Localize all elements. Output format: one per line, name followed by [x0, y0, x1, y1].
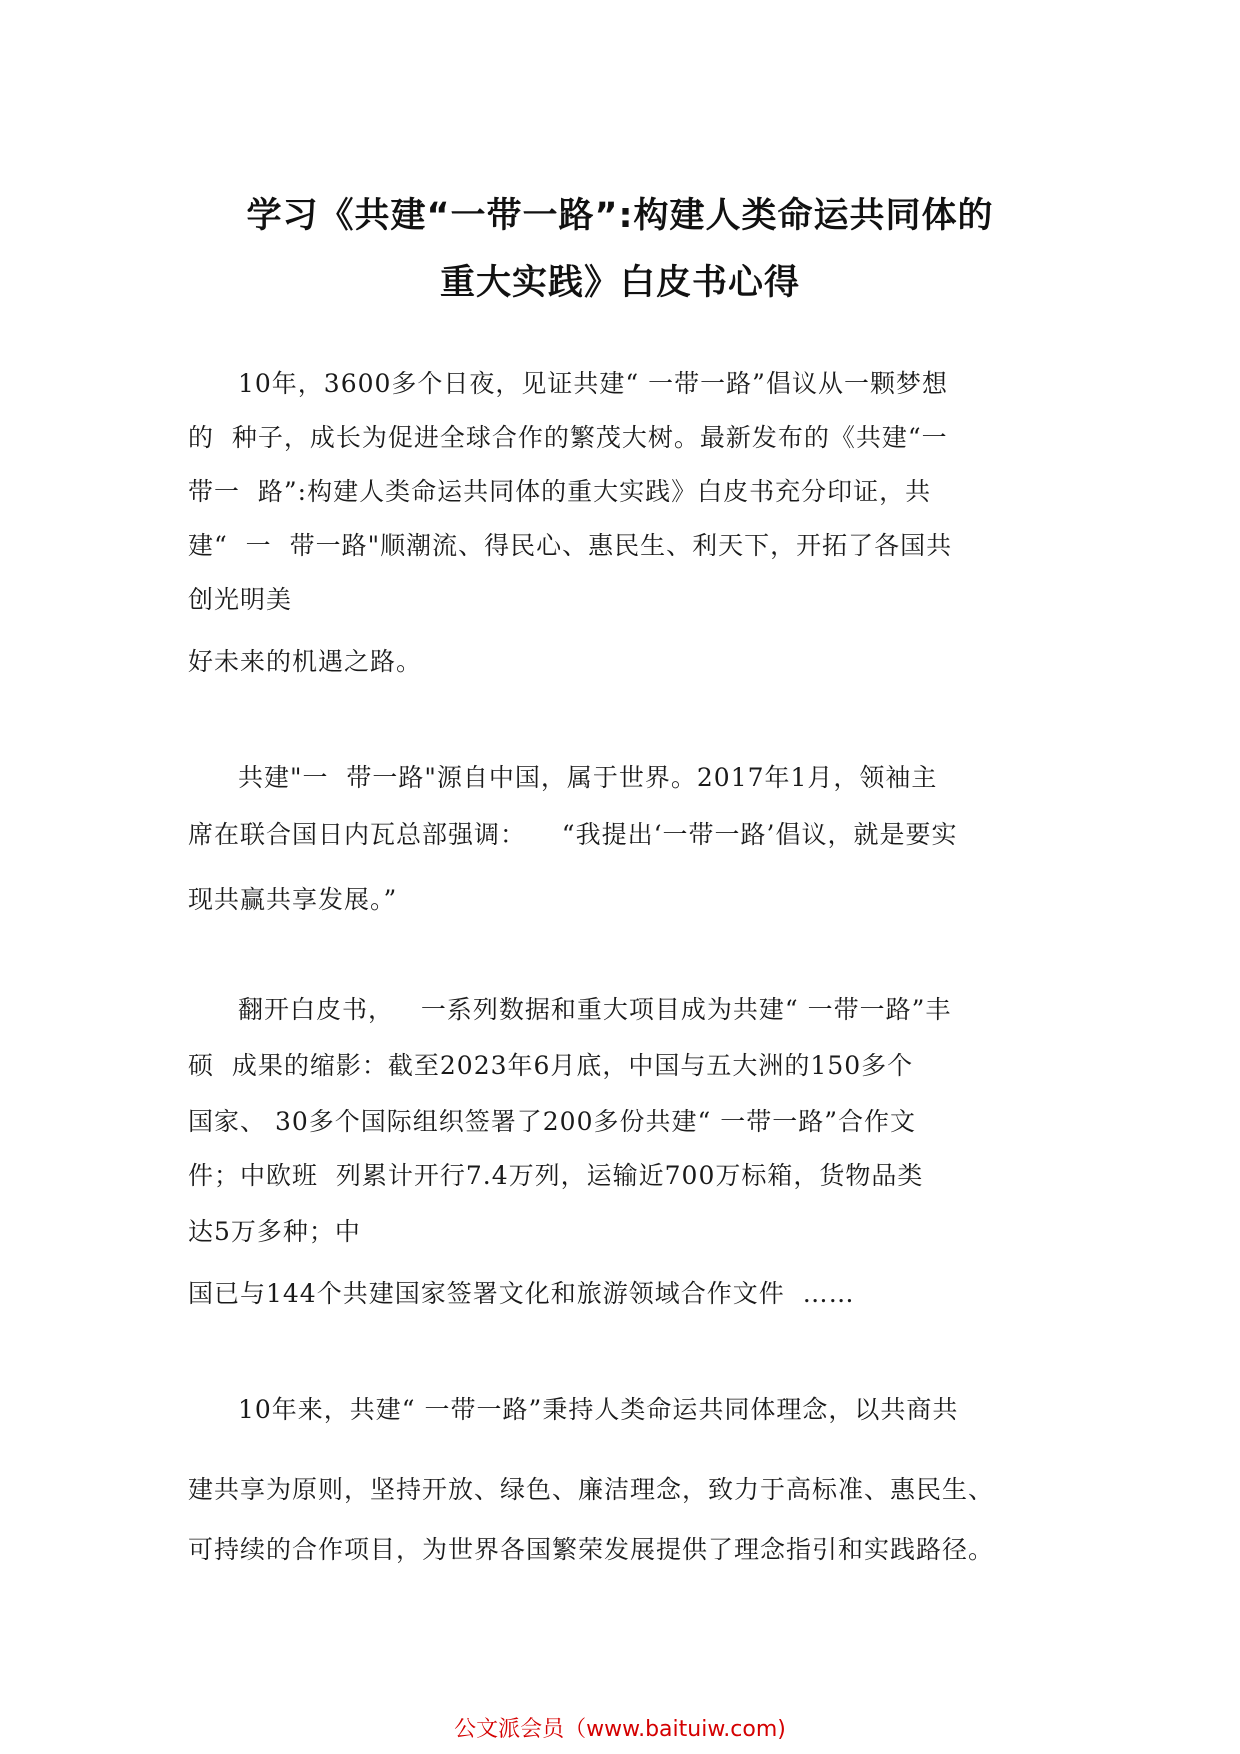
- document-title-line-2: 重大实践》白皮书心得: [439, 263, 800, 303]
- paragraph-3-line-6: 国已与144个共建国家签署文化和旅游领域合作文件 ……: [188, 1279, 855, 1308]
- paragraph-3-line-5: 达5万多种；中: [188, 1217, 361, 1246]
- paragraph-4-line-2: 建共享为原则，坚持开放、绿色、廉洁理念，致力于高标准、惠民生、: [188, 1475, 995, 1504]
- paragraph-3-line-3: 国家、 30多个国际组织签署了200多份共建“ 一带一路”合作文: [188, 1107, 916, 1136]
- footer-watermark-link[interactable]: 公文派会员（www.baituiw.com): [454, 1717, 786, 1742]
- document-title-line-1: 学习《共建“一带一路”:构建人类命运共同体的: [246, 196, 994, 236]
- paragraph-1-line-4: 建“ 一 带一路"顺潮流、得民心、惠民生、利天下，开拓了各国共: [188, 531, 953, 560]
- paragraph-2-line-3: 现共赢共享发展。”: [188, 885, 398, 914]
- paragraph-1-line-3: 带一 路”:构建人类命运共同体的重大实践》白皮书充分印证，共: [188, 477, 932, 506]
- paragraph-3-line-2: 硕 成果的缩影：截至2023年6月底，中国与五大洲的150多个: [188, 1051, 914, 1080]
- paragraph-1-line-2: 的 种子，成长为促进全球合作的繁茂大树。最新发布的《共建“一: [188, 423, 948, 452]
- paragraph-2-line-1: 共建"一 带一路"源自中国，属于世界。2017年1月，领袖主: [238, 763, 938, 792]
- paragraph-1-line-5: 创光明美: [188, 585, 293, 614]
- paragraph-4-line-1: 10年来，共建“ 一带一路”秉持人类命运共同体理念，以共商共: [238, 1395, 959, 1424]
- paragraph-4-line-3: 可持续的合作项目，为世界各国繁荣发展提供了理念指引和实践路径。: [188, 1535, 995, 1564]
- paragraph-1-line-6: 好未来的机遇之路。: [188, 647, 423, 676]
- paragraph-1-line-1: 10年，3600多个日夜，见证共建“ 一带一路”倡议从一颗梦想: [238, 369, 948, 398]
- paragraph-2-line-2: 席在联合国日内瓦总部强调： “我提出‘一带一路’倡议，就是要实: [188, 820, 958, 849]
- paragraph-3-line-1: 翻开白皮书， 一系列数据和重大项目成为共建“ 一带一路”丰: [238, 995, 952, 1024]
- paragraph-3-line-4: 件；中欧班 列累计开行7.4万列，运输近700万标箱，货物品类: [188, 1161, 924, 1190]
